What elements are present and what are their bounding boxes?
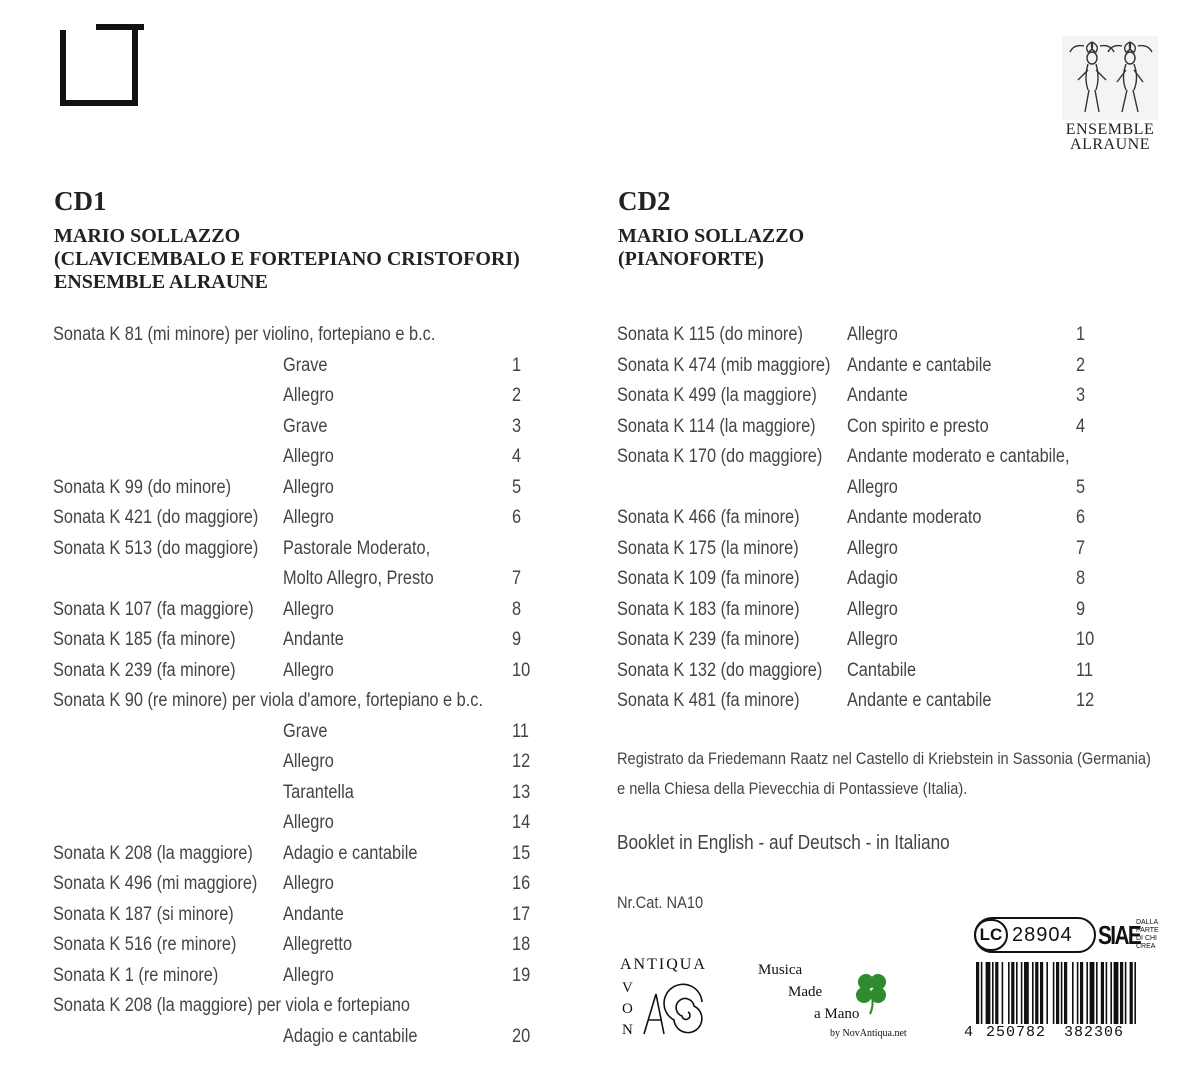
track-number: 10 (1076, 629, 1095, 650)
musica-made-a-mano-logo (756, 962, 936, 1044)
siae-tagline-2: PARTE (1136, 927, 1159, 934)
track-movement: Molto Allegro, Presto (283, 568, 434, 589)
label-code-badge (974, 917, 1096, 953)
track-row (617, 351, 1137, 381)
ensemble-alraune-logo (1062, 36, 1158, 153)
track-movement: Andante moderato (847, 507, 982, 528)
track-number: 18 (512, 934, 531, 955)
track-row (53, 778, 573, 808)
track-number: 14 (512, 812, 531, 833)
musica-line-4: by NovAntiqua.net (830, 1028, 907, 1039)
musica-line-2: Made (788, 984, 823, 1000)
track-row (617, 320, 1137, 350)
track-work: Sonata K 107 (fa maggiore) (53, 598, 254, 620)
track-movement: Allegro (283, 476, 334, 498)
antiqua-letter-v: V (622, 980, 633, 996)
cd2-tracklist (617, 320, 1137, 720)
track-number: 3 (512, 415, 522, 437)
track-movement: Tarantella (283, 781, 354, 803)
cd1-ensemble: ENSEMBLE ALRAUNE (54, 271, 268, 293)
track-work: Sonata K 496 (mi maggiore) (53, 873, 258, 894)
track-number: 8 (1076, 568, 1086, 589)
track-work: Sonata K 175 (la minore) (617, 537, 799, 559)
track-work: Sonata K 481 (fa minore) (617, 690, 800, 711)
logo-line-1: ENSEMBLE (1065, 121, 1155, 138)
track-number: 10 (512, 659, 531, 681)
track-row (53, 442, 573, 472)
track-row (53, 351, 573, 381)
track-row (53, 320, 573, 350)
barcode-bars-icon (964, 962, 1139, 1026)
track-work: Sonata K 208 (la maggiore) per viola e fortepiano (53, 995, 410, 1016)
track-row (617, 534, 1137, 564)
antiqua-letter-n: N (622, 1022, 633, 1038)
track-row (53, 595, 573, 625)
cd2-title: CD2 (618, 186, 671, 216)
siae-logo (1098, 915, 1159, 955)
cd1-tracklist (53, 320, 573, 1060)
track-work: Sonata K 185 (fa minore) (53, 629, 236, 650)
track-row (53, 625, 573, 655)
siae-tagline-3: DI CHI (1136, 935, 1157, 942)
track-row (617, 595, 1137, 625)
track-row (53, 656, 573, 686)
track-movement: Allegro (283, 812, 334, 833)
track-movement: Con spirito e presto (847, 415, 989, 437)
track-movement: Andante (847, 385, 908, 406)
track-work: Sonata K 421 (do maggiore) (53, 507, 259, 528)
track-number: 11 (512, 720, 529, 742)
track-number: 1 (1076, 324, 1086, 345)
frame-logo-icon (60, 30, 138, 106)
track-work: Sonata K 187 (si minore) (53, 903, 234, 925)
track-movement: Allegro (283, 507, 334, 528)
track-work: Sonata K 99 (do minore) (53, 476, 232, 498)
track-row (617, 473, 1137, 503)
track-number: 7 (512, 568, 522, 589)
track-row (617, 686, 1137, 716)
siae-tagline-1: DALLA (1136, 919, 1159, 926)
track-number: 12 (1076, 690, 1095, 711)
track-row (53, 412, 573, 442)
track-row (53, 991, 573, 1021)
track-row (53, 534, 573, 564)
cd2-performer: MARIO SOLLAZZO (618, 225, 805, 247)
catalog-number: Nr.Cat. NA10 (617, 893, 704, 912)
track-movement: Grave (283, 354, 328, 376)
cd1-title: CD1 (54, 186, 107, 216)
track-work: Sonata K 474 (mib maggiore) (617, 354, 831, 376)
track-row (53, 930, 573, 960)
cd1-heading (54, 186, 520, 294)
barcode-left-digits: 250782 (986, 1024, 1047, 1041)
track-work: Sonata K 90 (re minore) per viola d'amore, fortepiano e b.c. (53, 690, 484, 711)
track-number: 17 (512, 903, 531, 925)
track-movement: Andante e cantabile (847, 354, 992, 376)
track-row (617, 442, 1137, 472)
track-movement: Andante e cantabile (847, 690, 992, 711)
track-row (53, 1022, 573, 1052)
mandrake-figures-icon (1062, 36, 1158, 120)
musica-line-3: a Mano (814, 1006, 860, 1022)
track-number: 19 (512, 964, 531, 986)
track-row (53, 808, 573, 838)
track-work: Sonata K 239 (fa minore) (53, 659, 236, 681)
track-movement: Grave (283, 415, 328, 437)
track-row (53, 381, 573, 411)
track-work: Sonata K 170 (do maggiore) (617, 446, 823, 467)
track-movement: Allegro (283, 873, 334, 894)
track-number: 16 (512, 873, 531, 894)
track-work: Sonata K 513 (do maggiore) (53, 537, 259, 559)
track-row (53, 564, 573, 594)
track-row (53, 961, 573, 991)
track-number: 3 (1076, 385, 1086, 406)
track-number: 13 (512, 781, 531, 803)
track-row (617, 656, 1137, 686)
track-work: Sonata K 132 (do maggiore) (617, 659, 823, 681)
barcode (964, 962, 1139, 1042)
track-number: 2 (1076, 354, 1086, 376)
track-row (617, 564, 1137, 594)
track-movement: Adagio e cantabile (283, 1025, 418, 1047)
track-row (53, 747, 573, 777)
antiqua-letter-o: O (622, 1001, 633, 1017)
cd1-instrument: (CLAVICEMBALO E FORTEPIANO CRISTOFORI) (54, 248, 520, 270)
track-work: Sonata K 115 (do minore) (617, 324, 803, 345)
track-number: 5 (1076, 476, 1086, 498)
four-leaf-clover-icon (852, 970, 892, 1016)
track-work: Sonata K 81 (mi minore) per violino, fortepiano e b.c. (53, 324, 436, 345)
track-row (617, 625, 1137, 655)
track-movement: Allegretto (283, 934, 353, 955)
track-movement: Cantabile (847, 659, 917, 681)
track-movement: Adagio (847, 568, 898, 589)
track-movement: Allegro (283, 385, 334, 406)
track-number: 20 (512, 1025, 531, 1047)
recorded-line-2: e nella Chiesa della Pievecchia di Pontassieve (Italia). (617, 779, 968, 798)
track-row (53, 839, 573, 869)
track-row (53, 717, 573, 747)
track-row (53, 869, 573, 899)
track-number: 9 (1076, 598, 1086, 620)
track-work: Sonata K 109 (fa minore) (617, 568, 800, 589)
track-movement: Allegro (847, 629, 898, 650)
track-number: 6 (512, 507, 522, 528)
track-movement: Allegro (283, 751, 334, 772)
antiqua-von-logo (620, 956, 730, 1046)
track-movement: Allegro (283, 598, 334, 620)
track-number: 15 (512, 842, 531, 864)
track-number: 12 (512, 751, 531, 772)
track-work: Sonata K 1 (re minore) (53, 964, 219, 986)
logo-line-2: ALRAUNE (1070, 136, 1150, 153)
track-row (617, 503, 1137, 533)
track-number: 4 (1076, 415, 1086, 437)
track-movement: Allegro (847, 537, 898, 559)
track-row (53, 503, 573, 533)
track-movement: Allegro (283, 446, 334, 467)
track-number: 6 (1076, 507, 1086, 528)
track-movement: Allegro (283, 964, 334, 986)
musica-line-1: Musica (758, 962, 803, 978)
track-row (53, 900, 573, 930)
track-movement: Pastorale Moderato, (283, 537, 431, 559)
track-row (53, 686, 573, 716)
track-number: 9 (512, 629, 522, 650)
track-work: Sonata K 499 (la maggiore) (617, 385, 817, 406)
track-number: 11 (1076, 659, 1093, 681)
track-work: Sonata K 516 (re minore) (53, 934, 237, 955)
spiral-signature-icon (638, 974, 712, 1044)
track-work: Sonata K 114 (la maggiore) (617, 415, 816, 437)
antiqua-word: ANTIQUA (620, 956, 707, 973)
track-number: 8 (512, 598, 522, 620)
track-number: 7 (1076, 537, 1086, 559)
cd1-performer: MARIO SOLLAZZO (54, 225, 241, 247)
recording-notes (617, 744, 1199, 804)
track-movement: Andante moderato e cantabile, (847, 446, 1070, 467)
track-number: 4 (512, 446, 522, 467)
track-movement: Allegro (847, 476, 898, 498)
track-row (53, 473, 573, 503)
booklet-languages: Booklet in English - auf Deutsch - in Italiano (617, 832, 950, 854)
track-movement: Allegro (847, 598, 898, 620)
track-movement: Allegro (283, 659, 334, 681)
track-movement: Allegro (847, 324, 898, 345)
cd2-heading (618, 186, 804, 271)
cd2-instrument: (PIANOFORTE) (618, 248, 764, 270)
track-row (617, 381, 1137, 411)
barcode-first-digit: 4 (964, 1024, 974, 1041)
track-movement: Grave (283, 720, 328, 742)
recorded-line-1: Registrato da Friedemann Raatz nel Castello di Kriebstein in Sassonia (Germania) (617, 749, 1151, 768)
track-row (617, 412, 1137, 442)
barcode-right-digits: 382306 (1064, 1024, 1125, 1041)
track-work: Sonata K 183 (fa minore) (617, 598, 800, 620)
track-movement: Andante (283, 903, 344, 925)
siae-mark: SIAE (1098, 919, 1141, 950)
lc-mark: LC (974, 919, 1008, 951)
track-number: 5 (512, 476, 522, 498)
track-number: 2 (512, 385, 522, 406)
track-movement: Andante (283, 629, 344, 650)
track-movement: Adagio e cantabile (283, 842, 418, 864)
siae-tagline-4: CREA (1136, 943, 1156, 950)
track-work: Sonata K 208 (la maggiore) (53, 842, 253, 864)
lc-number: 28904 (1012, 923, 1073, 946)
track-work: Sonata K 466 (fa minore) (617, 507, 800, 528)
track-work: Sonata K 239 (fa minore) (617, 629, 800, 650)
track-number: 1 (512, 354, 522, 376)
